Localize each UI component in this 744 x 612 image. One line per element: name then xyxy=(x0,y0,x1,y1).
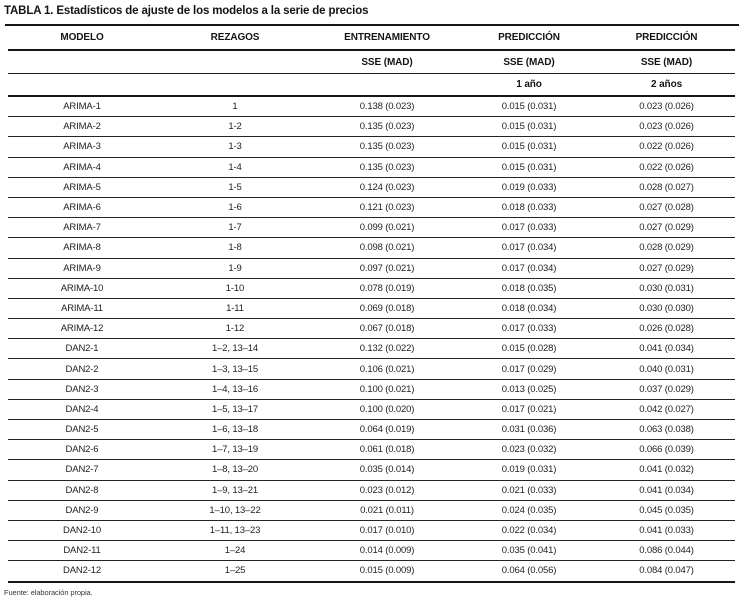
table-row xyxy=(8,319,735,339)
cell-entrenamiento-sse-mad: 0.099 (0.021) xyxy=(314,218,460,238)
cell-entrenamiento-sse-mad: 0.097 (0.021) xyxy=(314,258,460,278)
cell-rezagos: 1–10, 13–22 xyxy=(156,500,314,520)
cell-prediccion-2-anos-sse-mad: 0.037 (0.029) xyxy=(598,379,735,399)
cell-rezagos: 1-3 xyxy=(156,137,314,157)
table-row xyxy=(8,561,735,582)
cell-prediccion-1-ano-sse-mad: 0.015 (0.031) xyxy=(460,157,598,177)
cell-entrenamiento-sse-mad: 0.135 (0.023) xyxy=(314,137,460,157)
cell-prediccion-2-anos-sse-mad: 0.026 (0.028) xyxy=(598,319,735,339)
cell-prediccion-1-ano-sse-mad: 0.035 (0.041) xyxy=(460,541,598,561)
cell-rezagos: 1–4, 13–16 xyxy=(156,379,314,399)
cell-entrenamiento-sse-mad: 0.135 (0.023) xyxy=(314,157,460,177)
cell-rezagos: 1–11, 13–23 xyxy=(156,520,314,540)
table-row xyxy=(8,399,735,419)
cell-prediccion-1-ano-sse-mad: 0.019 (0.033) xyxy=(460,177,598,197)
cell-entrenamiento-sse-mad: 0.021 (0.011) xyxy=(314,500,460,520)
cell-prediccion-2-anos-sse-mad: 0.027 (0.028) xyxy=(598,197,735,217)
header-sse-mad-prediccion-2: SSE (MAD) xyxy=(598,50,735,74)
table-row xyxy=(8,460,735,480)
cell-rezagos: 1-8 xyxy=(156,238,314,258)
header-entrenamiento: ENTRENAMIENTO xyxy=(314,26,460,50)
cell-rezagos: 1-2 xyxy=(156,117,314,137)
cell-entrenamiento-sse-mad: 0.015 (0.009) xyxy=(314,561,460,582)
header-horizon-2-years: 2 años xyxy=(598,74,735,97)
cell-rezagos: 1-4 xyxy=(156,157,314,177)
cell-modelo: DAN2-3 xyxy=(8,379,156,399)
cell-prediccion-1-ano-sse-mad: 0.024 (0.035) xyxy=(460,500,598,520)
table-row xyxy=(8,238,735,258)
cell-prediccion-1-ano-sse-mad: 0.015 (0.031) xyxy=(460,117,598,137)
cell-prediccion-2-anos-sse-mad: 0.022 (0.026) xyxy=(598,157,735,177)
cell-prediccion-2-anos-sse-mad: 0.041 (0.032) xyxy=(598,460,735,480)
cell-prediccion-1-ano-sse-mad: 0.022 (0.034) xyxy=(460,520,598,540)
header-row-2 xyxy=(8,50,735,74)
cell-rezagos: 1–5, 13–17 xyxy=(156,399,314,419)
cell-prediccion-2-anos-sse-mad: 0.084 (0.047) xyxy=(598,561,735,582)
cell-modelo: DAN2-8 xyxy=(8,480,156,500)
cell-rezagos: 1–8, 13–20 xyxy=(156,460,314,480)
cell-rezagos: 1-5 xyxy=(156,177,314,197)
cell-prediccion-2-anos-sse-mad: 0.063 (0.038) xyxy=(598,420,735,440)
cell-entrenamiento-sse-mad: 0.014 (0.009) xyxy=(314,541,460,561)
cell-modelo: DAN2-4 xyxy=(8,399,156,419)
cell-entrenamiento-sse-mad: 0.135 (0.023) xyxy=(314,117,460,137)
cell-prediccion-1-ano-sse-mad: 0.015 (0.028) xyxy=(460,339,598,359)
cell-entrenamiento-sse-mad: 0.132 (0.022) xyxy=(314,339,460,359)
table-row xyxy=(8,541,735,561)
cell-prediccion-2-anos-sse-mad: 0.042 (0.027) xyxy=(598,399,735,419)
cell-prediccion-2-anos-sse-mad: 0.041 (0.034) xyxy=(598,480,735,500)
cell-entrenamiento-sse-mad: 0.098 (0.021) xyxy=(314,238,460,258)
table-row xyxy=(8,440,735,460)
cell-rezagos: 1-6 xyxy=(156,197,314,217)
table-row xyxy=(8,480,735,500)
cell-prediccion-2-anos-sse-mad: 0.086 (0.044) xyxy=(598,541,735,561)
cell-modelo: DAN2-12 xyxy=(8,561,156,582)
cell-prediccion-1-ano-sse-mad: 0.064 (0.056) xyxy=(460,561,598,582)
header-row-1 xyxy=(8,26,735,50)
cell-entrenamiento-sse-mad: 0.035 (0.014) xyxy=(314,460,460,480)
cell-rezagos: 1-7 xyxy=(156,218,314,238)
cell-entrenamiento-sse-mad: 0.106 (0.021) xyxy=(314,359,460,379)
cell-prediccion-1-ano-sse-mad: 0.017 (0.033) xyxy=(460,218,598,238)
cell-rezagos: 1 xyxy=(156,96,314,117)
table-row xyxy=(8,96,735,117)
cell-rezagos: 1-9 xyxy=(156,258,314,278)
cell-modelo: DAN2-9 xyxy=(8,500,156,520)
table-row xyxy=(8,137,735,157)
cell-rezagos: 1–24 xyxy=(156,541,314,561)
header-rezagos: REZAGOS xyxy=(156,26,314,50)
table-row xyxy=(8,298,735,318)
cell-entrenamiento-sse-mad: 0.067 (0.018) xyxy=(314,319,460,339)
cell-modelo: ARIMA-8 xyxy=(8,238,156,258)
table-body xyxy=(8,96,735,582)
cell-prediccion-2-anos-sse-mad: 0.041 (0.034) xyxy=(598,339,735,359)
cell-modelo: DAN2-1 xyxy=(8,339,156,359)
cell-modelo: ARIMA-7 xyxy=(8,218,156,238)
header-empty xyxy=(156,74,314,97)
cell-prediccion-1-ano-sse-mad: 0.017 (0.034) xyxy=(460,238,598,258)
header-empty xyxy=(314,74,460,97)
cell-prediccion-2-anos-sse-mad: 0.030 (0.030) xyxy=(598,298,735,318)
cell-entrenamiento-sse-mad: 0.121 (0.023) xyxy=(314,197,460,217)
cell-rezagos: 1-10 xyxy=(156,278,314,298)
cell-modelo: ARIMA-6 xyxy=(8,197,156,217)
cell-modelo: ARIMA-12 xyxy=(8,319,156,339)
cell-prediccion-2-anos-sse-mad: 0.030 (0.031) xyxy=(598,278,735,298)
cell-rezagos: 1–6, 13–18 xyxy=(156,420,314,440)
header-prediccion-1: PREDICCIÓN xyxy=(460,26,598,50)
cell-modelo: ARIMA-9 xyxy=(8,258,156,278)
cell-prediccion-2-anos-sse-mad: 0.028 (0.027) xyxy=(598,177,735,197)
cell-rezagos: 1–2, 13–14 xyxy=(156,339,314,359)
cell-prediccion-2-anos-sse-mad: 0.066 (0.039) xyxy=(598,440,735,460)
cell-prediccion-1-ano-sse-mad: 0.017 (0.021) xyxy=(460,399,598,419)
table-row xyxy=(8,420,735,440)
cell-prediccion-1-ano-sse-mad: 0.021 (0.033) xyxy=(460,480,598,500)
cell-rezagos: 1–9, 13–21 xyxy=(156,480,314,500)
cell-modelo: DAN2-10 xyxy=(8,520,156,540)
cell-prediccion-1-ano-sse-mad: 0.018 (0.034) xyxy=(460,298,598,318)
cell-prediccion-2-anos-sse-mad: 0.022 (0.026) xyxy=(598,137,735,157)
header-sse-mad-entrenamiento: SSE (MAD) xyxy=(314,50,460,74)
cell-prediccion-2-anos-sse-mad: 0.027 (0.029) xyxy=(598,218,735,238)
cell-modelo: DAN2-6 xyxy=(8,440,156,460)
cell-prediccion-1-ano-sse-mad: 0.017 (0.034) xyxy=(460,258,598,278)
cell-entrenamiento-sse-mad: 0.064 (0.019) xyxy=(314,420,460,440)
cell-modelo: ARIMA-11 xyxy=(8,298,156,318)
table-row xyxy=(8,379,735,399)
cell-prediccion-1-ano-sse-mad: 0.015 (0.031) xyxy=(460,96,598,117)
cell-entrenamiento-sse-mad: 0.100 (0.020) xyxy=(314,399,460,419)
cell-prediccion-2-anos-sse-mad: 0.023 (0.026) xyxy=(598,96,735,117)
cell-entrenamiento-sse-mad: 0.023 (0.012) xyxy=(314,480,460,500)
cell-entrenamiento-sse-mad: 0.061 (0.018) xyxy=(314,440,460,460)
cell-rezagos: 1–3, 13–15 xyxy=(156,359,314,379)
header-row-3 xyxy=(8,74,735,97)
cell-modelo: DAN2-2 xyxy=(8,359,156,379)
cell-modelo: ARIMA-4 xyxy=(8,157,156,177)
cell-entrenamiento-sse-mad: 0.069 (0.018) xyxy=(314,298,460,318)
cell-entrenamiento-sse-mad: 0.124 (0.023) xyxy=(314,177,460,197)
cell-entrenamiento-sse-mad: 0.078 (0.019) xyxy=(314,278,460,298)
cell-prediccion-1-ano-sse-mad: 0.013 (0.025) xyxy=(460,379,598,399)
table-row xyxy=(8,157,735,177)
table-row xyxy=(8,117,735,137)
header-empty xyxy=(8,50,156,74)
table-header xyxy=(8,26,735,96)
table-title: TABLA 1. Estadísticos de ajuste de los modelos a la serie de precios xyxy=(4,5,369,17)
table-row xyxy=(8,258,735,278)
cell-prediccion-1-ano-sse-mad: 0.031 (0.036) xyxy=(460,420,598,440)
table-row xyxy=(8,359,735,379)
cell-modelo: DAN2-5 xyxy=(8,420,156,440)
cell-modelo: DAN2-7 xyxy=(8,460,156,480)
table-row xyxy=(8,177,735,197)
cell-entrenamiento-sse-mad: 0.138 (0.023) xyxy=(314,96,460,117)
cell-prediccion-2-anos-sse-mad: 0.041 (0.033) xyxy=(598,520,735,540)
cell-modelo: ARIMA-2 xyxy=(8,117,156,137)
header-horizon-1-year: 1 año xyxy=(460,74,598,97)
header-prediccion-2: PREDICCIÓN xyxy=(598,26,735,50)
source-note: Fuente: elaboración propia. xyxy=(4,587,93,597)
statistics-table xyxy=(8,26,735,583)
cell-prediccion-2-anos-sse-mad: 0.027 (0.029) xyxy=(598,258,735,278)
cell-rezagos: 1-11 xyxy=(156,298,314,318)
table-row xyxy=(8,339,735,359)
cell-prediccion-1-ano-sse-mad: 0.017 (0.033) xyxy=(460,319,598,339)
cell-prediccion-2-anos-sse-mad: 0.040 (0.031) xyxy=(598,359,735,379)
cell-modelo: ARIMA-10 xyxy=(8,278,156,298)
cell-prediccion-1-ano-sse-mad: 0.017 (0.029) xyxy=(460,359,598,379)
cell-prediccion-1-ano-sse-mad: 0.018 (0.035) xyxy=(460,278,598,298)
table-row xyxy=(8,218,735,238)
cell-rezagos: 1-12 xyxy=(156,319,314,339)
cell-modelo: ARIMA-5 xyxy=(8,177,156,197)
header-modelo: MODELO xyxy=(8,26,156,50)
cell-modelo: DAN2-11 xyxy=(8,541,156,561)
table-row xyxy=(8,500,735,520)
table-row xyxy=(8,278,735,298)
cell-entrenamiento-sse-mad: 0.017 (0.010) xyxy=(314,520,460,540)
cell-prediccion-1-ano-sse-mad: 0.018 (0.033) xyxy=(460,197,598,217)
table-row xyxy=(8,520,735,540)
cell-rezagos: 1–25 xyxy=(156,561,314,582)
cell-prediccion-1-ano-sse-mad: 0.023 (0.032) xyxy=(460,440,598,460)
header-empty xyxy=(156,50,314,74)
cell-modelo: ARIMA-3 xyxy=(8,137,156,157)
cell-prediccion-1-ano-sse-mad: 0.019 (0.031) xyxy=(460,460,598,480)
cell-prediccion-1-ano-sse-mad: 0.015 (0.031) xyxy=(460,137,598,157)
cell-prediccion-2-anos-sse-mad: 0.045 (0.035) xyxy=(598,500,735,520)
header-sse-mad-prediccion-1: SSE (MAD) xyxy=(460,50,598,74)
cell-entrenamiento-sse-mad: 0.100 (0.021) xyxy=(314,379,460,399)
header-empty xyxy=(8,74,156,97)
cell-prediccion-2-anos-sse-mad: 0.023 (0.026) xyxy=(598,117,735,137)
cell-modelo: ARIMA-1 xyxy=(8,96,156,117)
cell-prediccion-2-anos-sse-mad: 0.028 (0.029) xyxy=(598,238,735,258)
cell-rezagos: 1–7, 13–19 xyxy=(156,440,314,460)
table-row xyxy=(8,197,735,217)
